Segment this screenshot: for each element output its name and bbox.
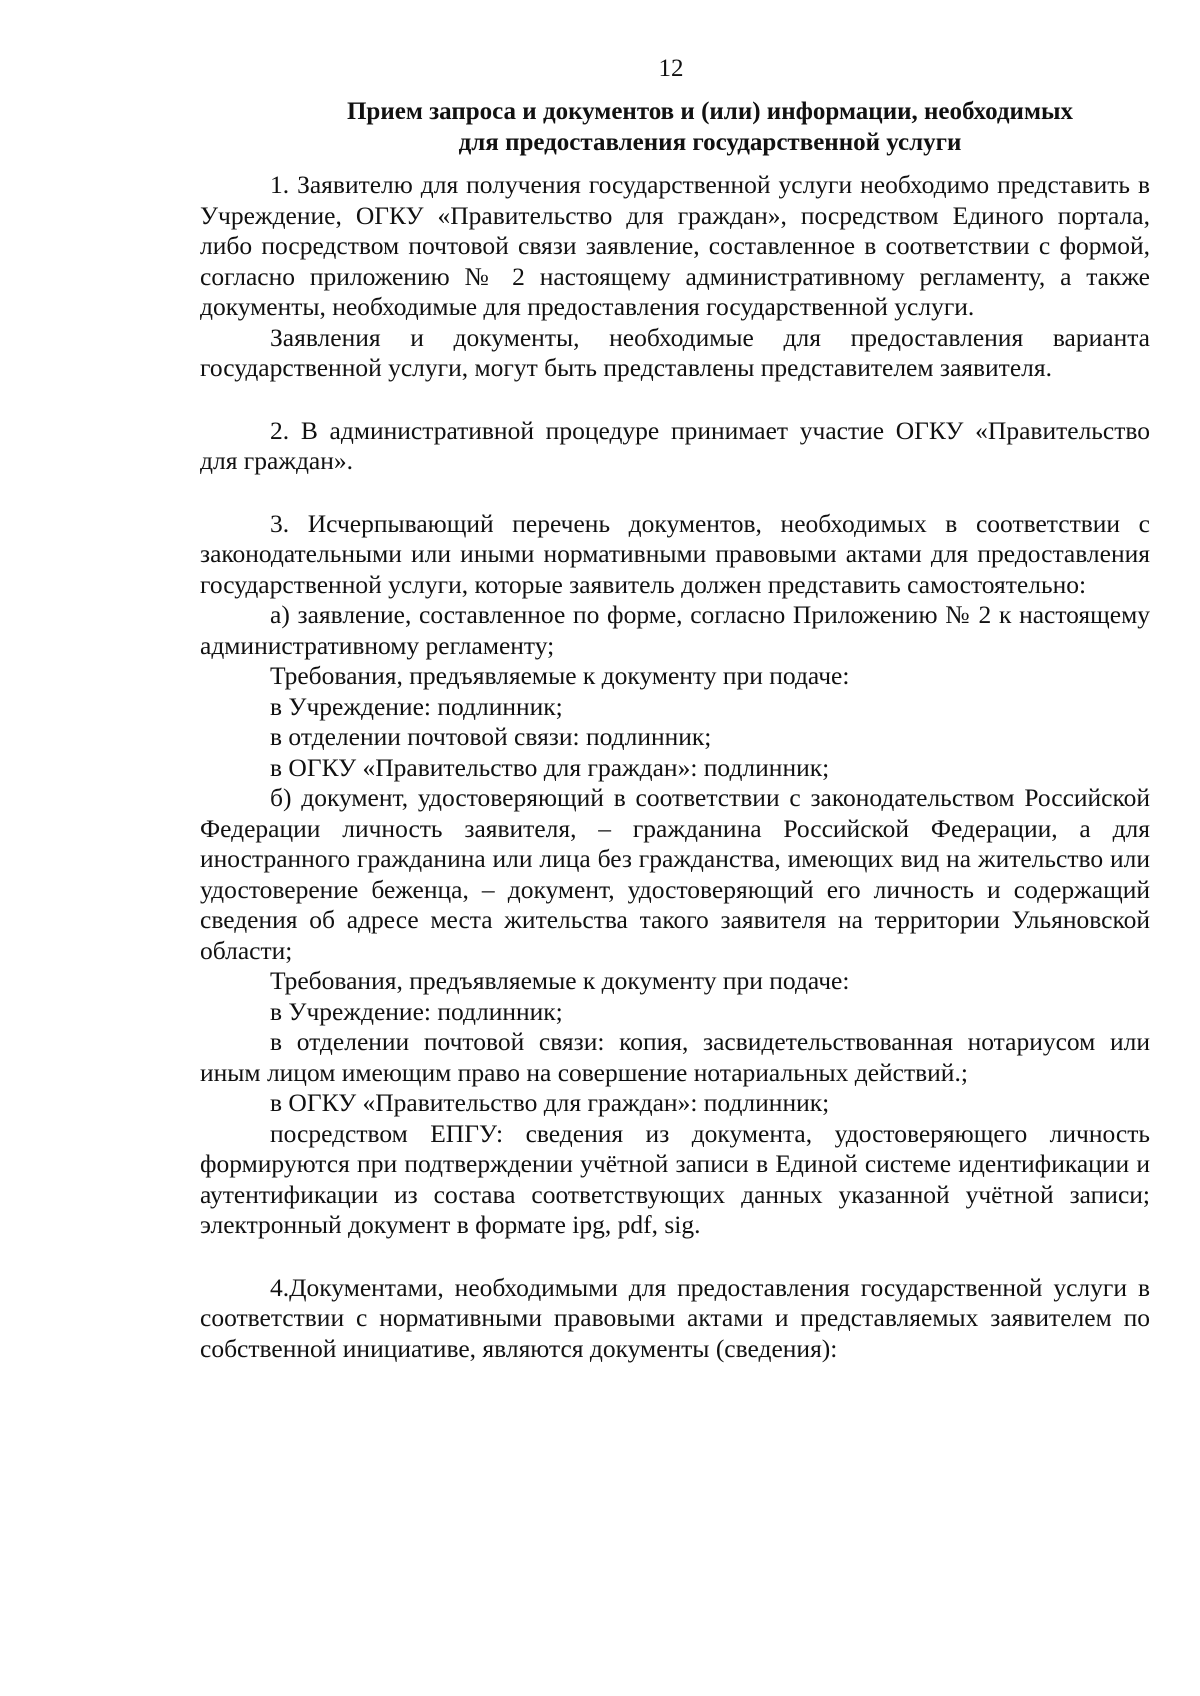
requirement-epgu: посредством ЕПГУ: сведения из документа, удостоверяющего личность формируются при подтверждении учётной записи в Единой системе идентификации и аутентификации из состава соответствующих данных указанной учётной записи; электронный документ в формате ipg, pdf, sig. — [200, 1118, 1150, 1239]
requirement-post: в отделении почтовой связи: подлинник; — [270, 722, 712, 751]
requirement-ogku: в ОГКУ «Правительство для граждан»: подлинник; — [270, 752, 830, 782]
paragraph-3: 3. Исчерпывающий перечень документов, необходимых в соответствии с законодательными или иными нормативными правовыми актами для предоставления государственной услуги, которые заявитель должен представить самостоятельно: — [200, 508, 1150, 599]
item-b: б) документ, удостоверяющий в соответствии с законодательством Российской Федерации личность заявителя, – гражданина Российской Федерации, а для иностранного гражданина или лица без гражданства, имеющих вид на жительство или удостоверение беженца, – документ, удостоверяющий его личность и содержащий сведения об адресе места жительства такого заявителя на территории Ульяновской области; — [200, 783, 1150, 965]
requirements-line: Требования, предъявляемые к документу при подаче: — [270, 661, 850, 690]
paragraph-2: 2. В административной процедуре принимает участие ОГКУ «Правительство для граждан». — [200, 415, 1150, 475]
paragraph-representative: Заявления и документы, необходимые для предоставления варианта государственной услуги, могут быть представлены представителем заявителя. — [200, 322, 1150, 382]
requirement-institution: в Учреждение: подлинник; — [270, 691, 563, 721]
paragraph-1: 1. Заявителю для получения государственной услуги необходимо представить в Учреждение, ОГКУ «Правительство для граждан», посредством Единого портала, либо посредством почтовой связи заявление, составленное в соответствии с формой, согласно приложению № 2 настоящему административному регламенту, а также документы, необходимые для предоставления государственной услуги. — [200, 170, 1150, 321]
document-body — [200, 170, 1150, 1364]
requirements-line-2: Требования, предъявляемые к документу при подаче: — [270, 966, 850, 995]
page-number: 12 — [658, 55, 684, 82]
requirement-post-2: в отделении почтовой связи: копия, засвидетельствованная нотариусом или иным лицом имеющим право на совершение нотариальных действий.; — [200, 1027, 1150, 1087]
item-a: а) заявление, составленное по форме, согласно Приложению № 2 к настоящему административному регламенту; — [200, 600, 1150, 660]
paragraph-4: 4.Документами, необходимыми для предоставления государственной услуги в соответствии с нормативными правовыми актами и представляемых заявителем по собственной инициативе, являются документы (сведения): — [200, 1272, 1150, 1363]
section-heading — [270, 96, 1150, 158]
requirement-ogku-2: в ОГКУ «Правительство для граждан»: подлинник; — [270, 1088, 830, 1117]
heading-line-2: для предоставления государственной услуги — [458, 129, 962, 156]
heading-line-1: Прием запроса и документов и (или) информации, необходимых — [346, 98, 1073, 125]
requirement-institution-2: в Учреждение: подлинник; — [270, 996, 563, 1026]
